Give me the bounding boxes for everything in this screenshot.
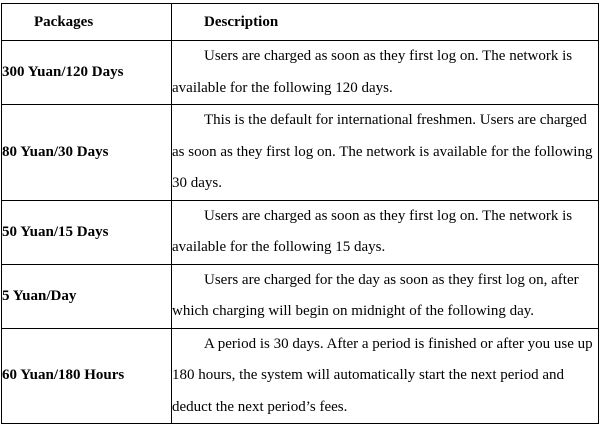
package-name: 50 Yuan/15 Days: [2, 200, 172, 264]
package-name: 5 Yuan/Day: [2, 264, 172, 328]
package-name: 300 Yuan/120 Days: [2, 41, 172, 105]
package-description: Users are charged as soon as they first log on. The network is available for the following 120 days.: [172, 41, 599, 105]
table-row: [2, 41, 599, 105]
package-name: 60 Yuan/180 Hours: [2, 328, 172, 424]
package-name: 80 Yuan/30 Days: [2, 105, 172, 201]
package-description: This is the default for international freshmen. Users are charged as soon as they first log on. The network is available for the following 30 days.: [172, 105, 599, 201]
package-description: Users are charged for the day as soon as they first log on, after which charging will begin on midnight of the following day.: [172, 264, 599, 328]
package-description: A period is 30 days. After a period is finished or after you use up 180 hours, the system will automatically start the next period and deduct the next period’s fees.: [172, 328, 599, 424]
package-description: Users are charged as soon as they first log on. The network is available for the following 15 days.: [172, 200, 599, 264]
header-description: Description: [172, 4, 599, 41]
table-row: [2, 200, 599, 264]
table-row: [2, 264, 599, 328]
table-row: [2, 105, 599, 201]
table-row: [2, 328, 599, 424]
packages-table: [1, 3, 599, 424]
table-header-row: [2, 4, 599, 41]
header-packages: Packages: [2, 4, 172, 41]
